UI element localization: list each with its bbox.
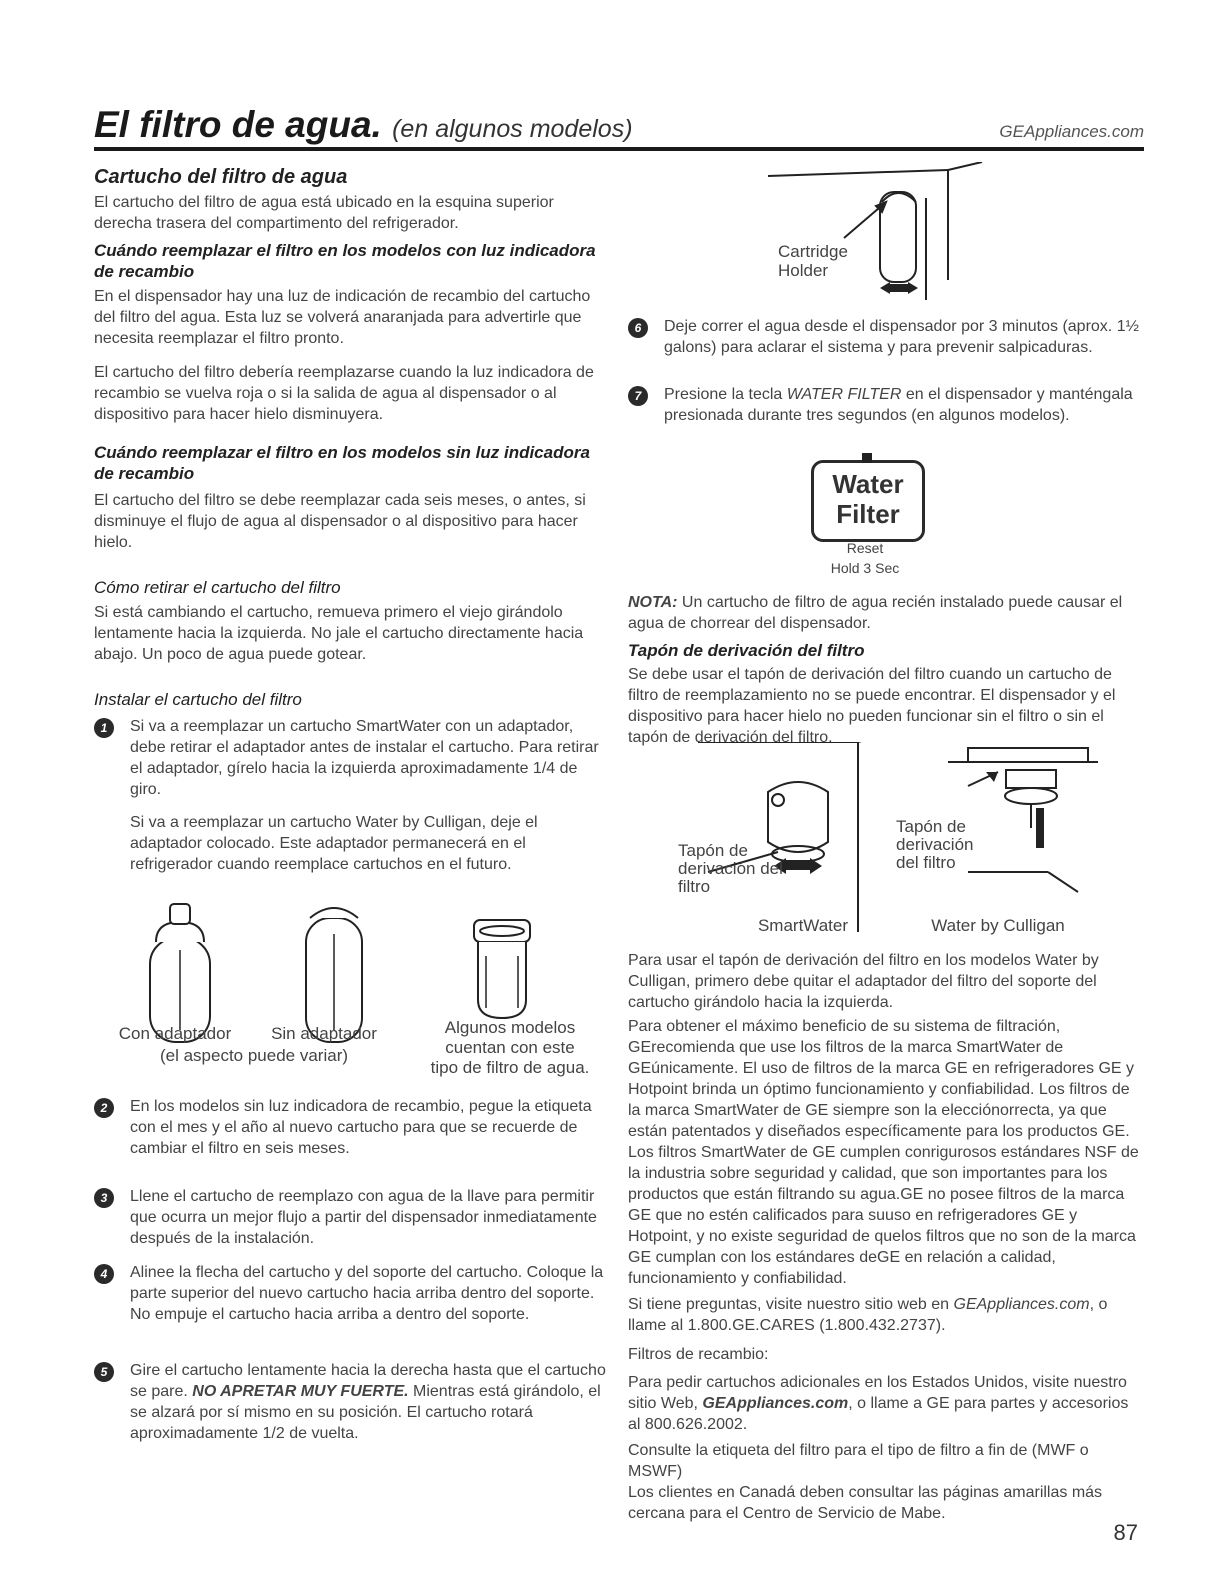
cartridge-heading: Cartucho del filtro de agua [94,166,348,188]
cartridge-holder-illustration [768,162,1008,302]
button-line-1: Water [832,469,904,499]
questions-site-link[interactable]: GEAppliances.com [953,1296,1090,1313]
order-text-b: , o llame a GE para partes y accesorios al 800.626.2002. [628,1395,1129,1433]
caption-with-adapter: Con adaptador [118,1024,232,1043]
remove-heading: Cómo retirar el cartucho del filtro [94,578,341,597]
title-main: El filtro de agua. [94,104,382,145]
caption-without-adapter: Sin adaptador [271,1024,377,1043]
with-light-p2: El cartucho del filtro debería reemplazarse cuando la luz indicadora de recambio se vuelva roja o si la salida de agua al dispensador o al dispositivo para hacer hielo disminuyera. [94,364,594,423]
with-light-p1: En el dispensador hay una luz de indicación de recambio del cartucho del filtro del agua. Esta luz se volverá anaranjada para advertirle que necesita reemplazar el filtro pronto. [94,288,591,347]
step-1-number: 1 [94,718,114,738]
page-header [94,104,1144,148]
replacement-label: Filtros de recambio: [628,1346,769,1363]
bypass-heading: Tapón de derivación del filtro [628,641,865,660]
caption-culligan: Water by Culligan [931,916,1065,935]
questions-text-b: , o llame al 1.800.GE.CARES (1.800.432.2737). [628,1296,1108,1334]
step-1 [94,716,606,875]
order-p [628,1372,1144,1435]
step-5-number: 5 [94,1362,114,1382]
step-1-p1: Si va a reemplazar un cartucho SmartWater con un adaptador, debe retirar el adaptador antes de instalar el cartucho. Para retirar el adaptador, gírelo hacia la izquierda aproximadamente 1/4 de giro. [130,718,599,798]
step-7-p [664,384,1144,426]
step-5-warning: NO APRETAR MUY FUERTE. [192,1383,409,1400]
button-hold-label: Hold 3 Sec [830,560,900,576]
step-2-number: 2 [94,1098,114,1118]
caption-smartwater: SmartWater [757,916,849,935]
step-3-p: Llene el cartucho de reemplazo con agua de la llave para permitir que ocurra un mejor flujo a partir del dispensador inmediatamente después de la instalación. [130,1188,597,1247]
step-5 [94,1360,606,1444]
header-website: GEAppliances.com [999,122,1144,141]
step-4-p: Alinee la flecha del cartucho y del soporte del cartucho. Coloque la parte superior del nuevo cartucho hacia arriba dentro del soporte. No empuje el cartucho hacia arriba a dentro del soporte. [130,1264,604,1323]
header-rule [94,147,1144,151]
step-6-number: 6 [628,318,648,338]
step-6-p: Deje correr el agua desde el dispensador por 3 minutos (aprox. 1½ galons) para aclarar el sistema y para prevenir salpicaduras. [664,318,1139,356]
step-4 [94,1262,606,1325]
step-7-number: 7 [628,386,648,406]
step-3-number: 3 [94,1188,114,1208]
install-heading: Instalar el cartucho del filtro [94,690,302,709]
order-site-link[interactable]: GEAppliances.com [702,1395,849,1412]
step-2 [94,1096,606,1159]
caption-plug-right: Tapón de derivación del filtro [896,817,974,872]
button-reset-label: Reset [846,540,884,556]
benefit-p: Para obtener el máximo beneficio de su sistema de filtración, GErecomienda que use los filtros de la marca SmartWater de GEúnicamente. El uso de filtros de la marca GE en refrigeradores GE y Hotpoint brinda un óptimo funcionamiento y confiabilidad. Los filtros de la marca SmartWater de GE siempre son la elecciónorrecta, ya que están patentados y diseñados específicamente para los productos GE. Los filtros SmartWater de GE cumplen conrigurosos estándares NSF de la industria sobre seguridad y calidad, que son importantes para los productos que están filtrando su agua.GE no posee filtros de la marca GE que no estén calificados para suuso en refrigeradores GE y Hotpoint, y no existe seguridad de quelos filtros que no son de la marca GE cumplan con los estándares deGE en relación a calidad, funcionamiento y confiabilidad. [628,1018,1139,1287]
title-subtitle: (en algunos modelos) [392,115,633,143]
step-5-text-a: Gire el cartucho lentamente hacia la derecha hasta que el cartucho se pare. [130,1362,606,1400]
cartridge-text: El cartucho del filtro de agua está ubicado en la esquina superior derecha trasera del compartimento del refrigerador. [94,194,554,232]
step-5-p [130,1360,606,1444]
note [628,592,1144,634]
button-line-2: Filter [836,499,900,529]
canada-p: Los clientes en Canadá deben consultar las páginas amarillas más cercana para el Centro de Servicio de Mabe. [628,1484,1103,1522]
questions-p [628,1294,1144,1336]
caption-some-models: Algunos modelos cuentan con este tipo de filtro de agua. [430,1018,590,1077]
page-title [94,104,633,146]
step-7-text-b: en el dispensador y manténgala presionada durante tres segundos (en algunos modelos). [664,386,1133,424]
caption-aspect: (el aspecto puede variar) [159,1046,349,1065]
questions-text-a: Si tiene preguntas, visite nuestro sitio web en [628,1296,954,1313]
step-6 [628,316,1144,358]
cartridge-without-adapter-icon [306,908,362,1042]
caption-plug-left: Tapón de derivación del filtro [678,841,783,896]
page-number: 87 [1113,1520,1138,1545]
step-7-key: WATER FILTER [786,386,902,403]
culligan-p: Para usar el tapón de derivación del filtro en los modelos Water by Culligan, primero debe quitar el adaptador del filtro del soporte del cartucho girándolo hacia la izquierda. [628,952,1099,1011]
step-3 [94,1186,606,1249]
label-p: Consulte la etiqueta del filtro para el tipo de filtro a fin de (MWF o MSWF) [628,1442,1089,1480]
step-5-text-b: Mientras está girándolo, el se alzará por sí mismo en su posición. El cartucho rotará aproximadamente 1/2 de vuelta. [130,1383,601,1442]
cartridge-holder-label: Cartridge Holder [778,242,848,280]
step-7-text-a: Presione la tecla [664,386,787,403]
with-light-heading: Cuándo reemplazar el filtro en los modelos con luz indicadora de recambio [94,241,596,281]
bypass-p: Se debe usar el tapón de derivación del filtro cuando un cartucho de filtro de reemplazamiento no se puede encontrar. El dispensador y el dispositivo para hacer hielo no pueden funcionar sin el filtro o sin el tapón de derivación del filtro. [628,666,1116,746]
step-7 [628,384,1144,426]
water-filter-button[interactable] [811,460,925,542]
note-label: NOTA: [628,594,678,611]
culligan-cartridge-icon [474,920,530,1018]
step-2-p: En los modelos sin luz indicadora de recambio, pegue la etiqueta con el mes y el año al nuevo cartucho para que se recuerde de cambiar el filtro en seis meses. [130,1098,592,1157]
step-4-number: 4 [94,1264,114,1284]
remove-p: Si está cambiando el cartucho, remueva primero el viejo girándolo lentamente hacia la izquierda. No jale el cartucho directamente hacia abajo. Un poco de agua puede gotear. [94,604,584,663]
step-1-p2: Si va a reemplazar un cartucho Water by Culligan, deje el adaptador colocado. Este adaptador permanecerá en el refrigerador cuando reemplace cartuchos en el futuro. [130,814,538,873]
without-light-heading: Cuándo reemplazar el filtro en los modelos sin luz indicadora de recambio [94,443,590,483]
indicator-light-icon [862,453,872,463]
without-light-p: El cartucho del filtro se debe reemplazar cada seis meses, o antes, si disminuye el flujo de agua al dispensador o al dispositivo para hacer hielo. [94,492,586,551]
note-text: Un cartucho de filtro de agua recién instalado puede causar el agua de chorrear del dispensador. [628,594,1123,632]
order-text-a: Para pedir cartuchos adicionales en los Estados Unidos, visite nuestro sitio Web, [628,1374,1127,1412]
